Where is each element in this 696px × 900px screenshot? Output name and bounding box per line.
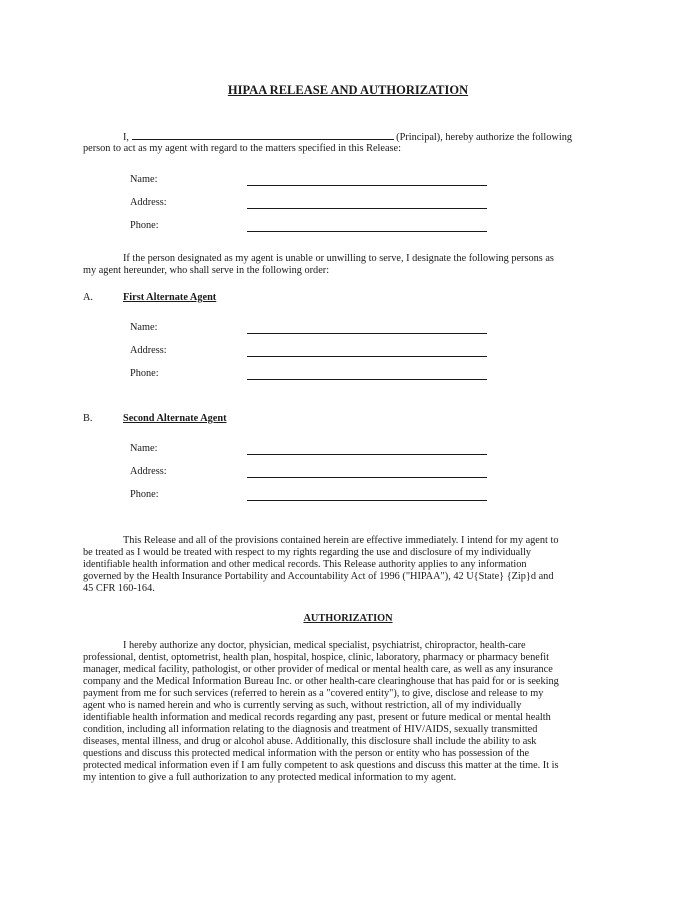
section-a-letter: A. — [83, 292, 94, 303]
first-alt-address-label: Address: — [130, 345, 167, 356]
alternate-intro-line-2: my agent hereunder, who shall serve in the following order: — [83, 265, 330, 276]
release-line: 45 CFR 160-164. — [83, 583, 155, 594]
authorization-heading: AUTHORIZATION — [303, 613, 393, 624]
agent-address-label: Address: — [130, 197, 167, 208]
section-a-title: First Alternate Agent — [123, 292, 217, 303]
authorization-line: identifiable health information and medical records regarding any past, present or future medical or mental health — [83, 712, 551, 723]
agent-name-label: Name: — [130, 174, 158, 185]
second-alt-phone-field[interactable] — [247, 500, 487, 501]
release-line: identifiable health information and other medical records. This Release authority applies to any information — [83, 559, 527, 570]
first-alt-phone-label: Phone: — [130, 368, 159, 379]
agent-address-field[interactable] — [247, 208, 487, 209]
agent-phone-label: Phone: — [130, 220, 159, 231]
first-alt-address-field[interactable] — [247, 356, 487, 357]
release-line: This Release and all of the provisions contained herein are effective immediately. I intend for my agent to — [123, 535, 559, 546]
authorization-line: condition, including all information relating to the diagnosis and treatment of HIV/AIDS, sexually transmitted — [83, 724, 538, 735]
second-alt-name-field[interactable] — [247, 454, 487, 455]
first-alt-name-label: Name: — [130, 322, 158, 333]
document-title: HIPAA RELEASE AND AUTHORIZATION — [227, 83, 469, 97]
release-paragraph — [83, 535, 613, 595]
section-b-letter: B. — [83, 413, 93, 424]
release-line: governed by the Health Insurance Portability and Accountability Act of 1996 ("HIPAA"), 42 U{State} {Zip}d and — [83, 571, 554, 582]
authorization-line: manager, medical facility, pathologist, or other provider of medical or mental health care, as well as any insurance — [83, 664, 553, 675]
intro-suffix: (Principal), hereby authorize the following — [396, 132, 573, 143]
authorization-line: questions and discuss this protected medical information with the person or entity who has possession of the — [83, 748, 530, 759]
authorization-line: payment from me for such services (referred to herein as a "covered entity"), to give, disclose and release to my — [83, 688, 544, 699]
authorization-line: protected medical information even if I am fully competent to ask questions and discuss this matter at the time. It is — [83, 760, 559, 771]
intro-line-2: person to act as my agent with regard to the matters specified in this Release: — [83, 143, 401, 154]
authorization-line: I hereby authorize any doctor, physician, medical specialist, psychiatrist, chiropractor, health-care — [123, 640, 526, 651]
authorization-line: my intention to give a full authorization to any protected medical information to my agent. — [83, 772, 457, 783]
second-alt-phone-label: Phone: — [130, 489, 159, 500]
authorization-paragraph — [83, 640, 613, 784]
second-alt-address-label: Address: — [130, 466, 167, 477]
second-alt-name-label: Name: — [130, 443, 158, 454]
agent-name-field[interactable] — [247, 185, 487, 186]
authorization-line: professional, dentist, optometrist, health plan, hospital, hospice, clinic, laboratory, pharmacy or pharmacy benefit — [83, 652, 549, 663]
release-line: be treated as I would be treated with respect to my rights regarding the use and disclosure of my individually — [83, 547, 532, 558]
principal-name-blank[interactable] — [132, 130, 394, 140]
intro-line-1 — [123, 130, 572, 144]
section-b-title: Second Alternate Agent — [123, 413, 227, 424]
intro-prefix: I, — [123, 132, 130, 143]
second-alt-address-field[interactable] — [247, 477, 487, 478]
alternate-intro-line-1: If the person designated as my agent is unable or unwilling to serve, I designate the following persons as — [123, 253, 554, 264]
first-alt-name-field[interactable] — [247, 333, 487, 334]
authorization-line: diseases, mental illness, and drug or alcohol abuse. Additionally, this disclosure shall include the ability to ask — [83, 736, 537, 747]
authorization-line: agent who is named herein and who is currently serving as such, without restriction, all of my individually — [83, 700, 522, 711]
agent-phone-field[interactable] — [247, 231, 487, 232]
authorization-line: company and the Medical Information Bureau Inc. or other health-care clearinghouse that has paid for or is seeking — [83, 676, 559, 687]
first-alt-phone-field[interactable] — [247, 379, 487, 380]
